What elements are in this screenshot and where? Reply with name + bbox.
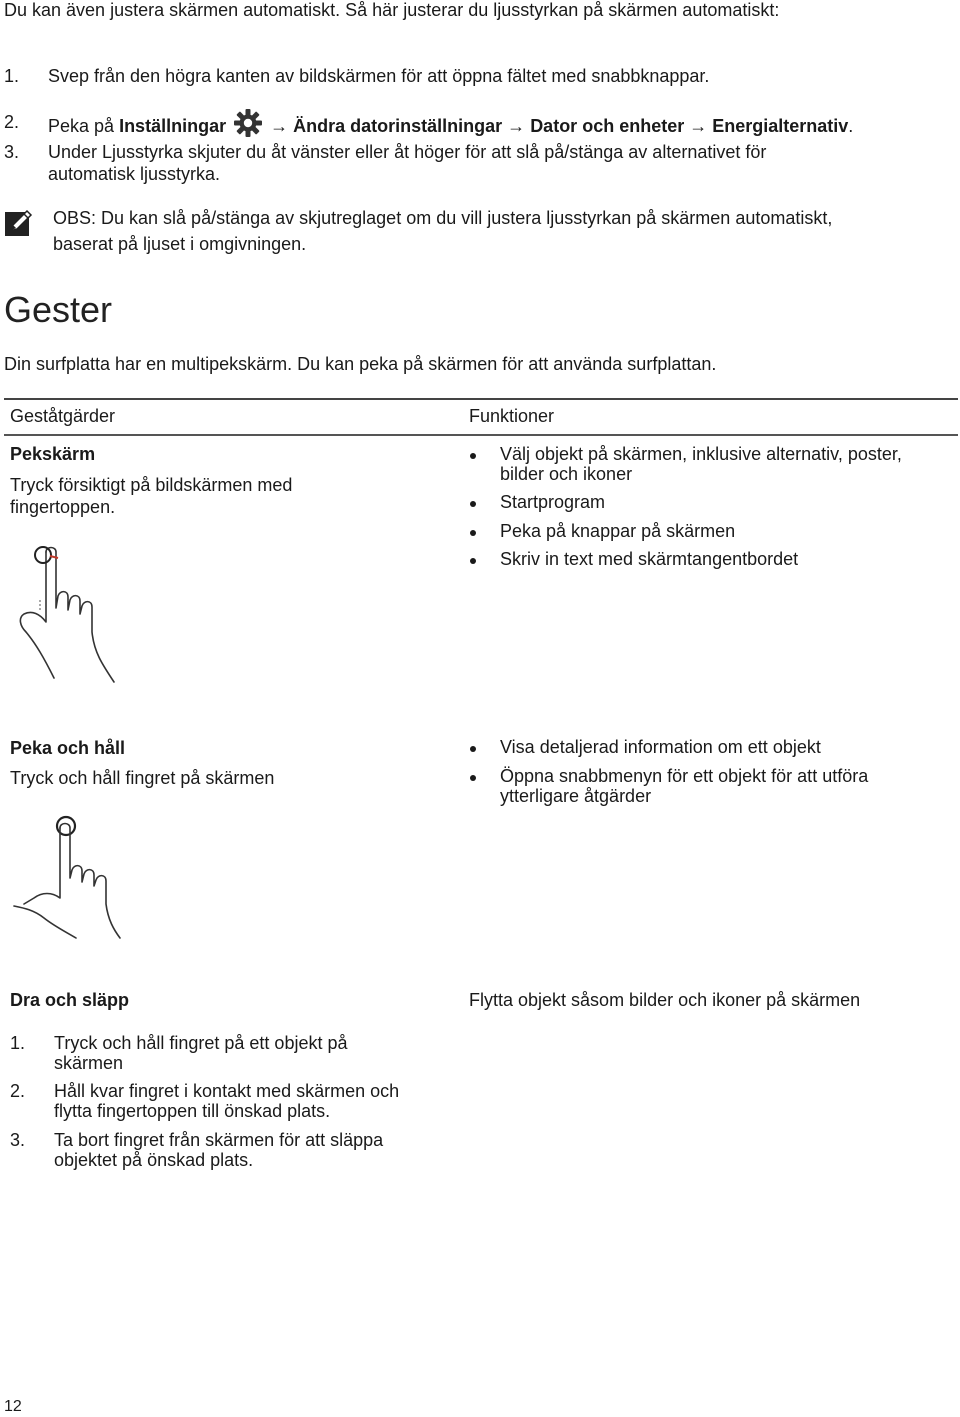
finger-press-hold-icon — [10, 812, 130, 942]
row-tap-func-4: Skriv in text med skärmtangentbordet — [500, 549, 799, 569]
gear-icon — [233, 108, 263, 138]
drag-step-2-number: 2. — [10, 1081, 26, 1101]
table-header-functions: Funktioner — [469, 406, 555, 426]
table-top-rule — [4, 398, 958, 400]
drag-step-2-line-1: Håll kvar fingret i kontakt med skärmen och — [54, 1081, 400, 1101]
section-title: Gester — [4, 289, 113, 330]
drag-step-1-line-1: Tryck och håll fingret på ett objekt på — [54, 1033, 348, 1053]
row-tap-desc-1: Tryck försiktigt på bildskärmen med — [10, 475, 293, 495]
step-1-text: Svep från den högra kanten av bildskärmen för att öppna fältet med snabbknappar. — [48, 66, 710, 86]
row-tap-func-3: Peka på knappar på skärmen — [500, 521, 736, 541]
finger-tap-icon — [10, 540, 120, 690]
pencil-note-icon — [4, 208, 34, 238]
row-hold-func-1: Visa detaljerad information om ett objekt — [500, 737, 821, 757]
step-1-number: 1. — [4, 66, 20, 86]
table-header-actions: Geståtgärder — [10, 406, 116, 426]
drag-step-3-line-2: objektet på önskad plats. — [54, 1150, 254, 1170]
row-tap-func-2: Startprogram — [500, 492, 606, 512]
row-tap-desc-2: fingertoppen. — [10, 497, 116, 517]
row-tap-func-1a: Välj objekt på skärmen, inklusive alternativ, poster, — [500, 444, 902, 464]
step-2-number: 2. — [4, 112, 20, 132]
arrow-1: → — [270, 116, 289, 136]
note-line-2: baserat på ljuset i omgivningen. — [53, 234, 307, 254]
bullet — [470, 530, 476, 536]
step-3-line-1: Under Ljusstyrka skjuter du åt vänster eller åt höger för att slå på/stänga av alternativet för — [48, 142, 767, 162]
drag-step-3-line-1: Ta bort fingret från skärmen för att släppa — [54, 1130, 384, 1150]
page-number: 12 — [4, 1398, 22, 1415]
drag-step-3-number: 3. — [10, 1130, 26, 1150]
row-hold-desc-1: Tryck och håll fingret på skärmen — [10, 768, 275, 788]
settings-label: Inställningar — [119, 116, 227, 136]
change-settings-label: Ändra datorinställningar — [293, 116, 503, 136]
drag-step-1-line-2: skärmen — [54, 1053, 124, 1073]
table-header-rule — [4, 434, 958, 436]
bullet — [470, 558, 476, 564]
energy-label: Energialternativ — [712, 116, 849, 136]
row-hold-title: Peka och håll — [10, 738, 126, 758]
step-2-suffix: . — [848, 116, 854, 136]
step-3-number: 3. — [4, 142, 20, 162]
bullet — [470, 501, 476, 507]
bullet — [470, 775, 476, 781]
drag-step-1-number: 1. — [10, 1033, 26, 1053]
row-drag-title: Dra och släpp — [10, 990, 130, 1010]
section-intro: Din surfplatta har en multipekskärm. Du kan peka på skärmen för att använda surfplattan. — [4, 354, 717, 374]
note-line-1: OBS: Du kan slå på/stänga av skjutreglaget om du vill justera ljusstyrkan på skärmen automatiskt, — [53, 208, 833, 228]
arrow-3: → — [689, 116, 708, 136]
arrow-2: → — [507, 116, 526, 136]
row-tap-title: Pekskärm — [10, 444, 96, 464]
row-tap-func-1b: bilder och ikoner — [500, 464, 633, 484]
bullet — [470, 746, 476, 752]
row-hold-func-2b: ytterligare åtgärder — [500, 786, 652, 806]
row-drag-func: Flytta objekt såsom bilder och ikoner på skärmen — [469, 990, 861, 1010]
step-3-line-2: automatisk ljusstyrka. — [48, 164, 221, 184]
step-2-prefix: Peka på — [48, 116, 120, 136]
intro-text: Du kan även justera skärmen automatiskt. Så här justerar du ljusstyrkan på skärmen automatiskt: — [4, 0, 780, 20]
row-hold-func-2a: Öppna snabbmenyn för ett objekt för att utföra — [500, 766, 869, 786]
drag-step-2-line-2: flytta fingertoppen till önskad plats. — [54, 1101, 331, 1121]
devices-label: Dator och enheter — [530, 116, 685, 136]
bullet — [470, 453, 476, 459]
step-2-text — [48, 108, 853, 140]
